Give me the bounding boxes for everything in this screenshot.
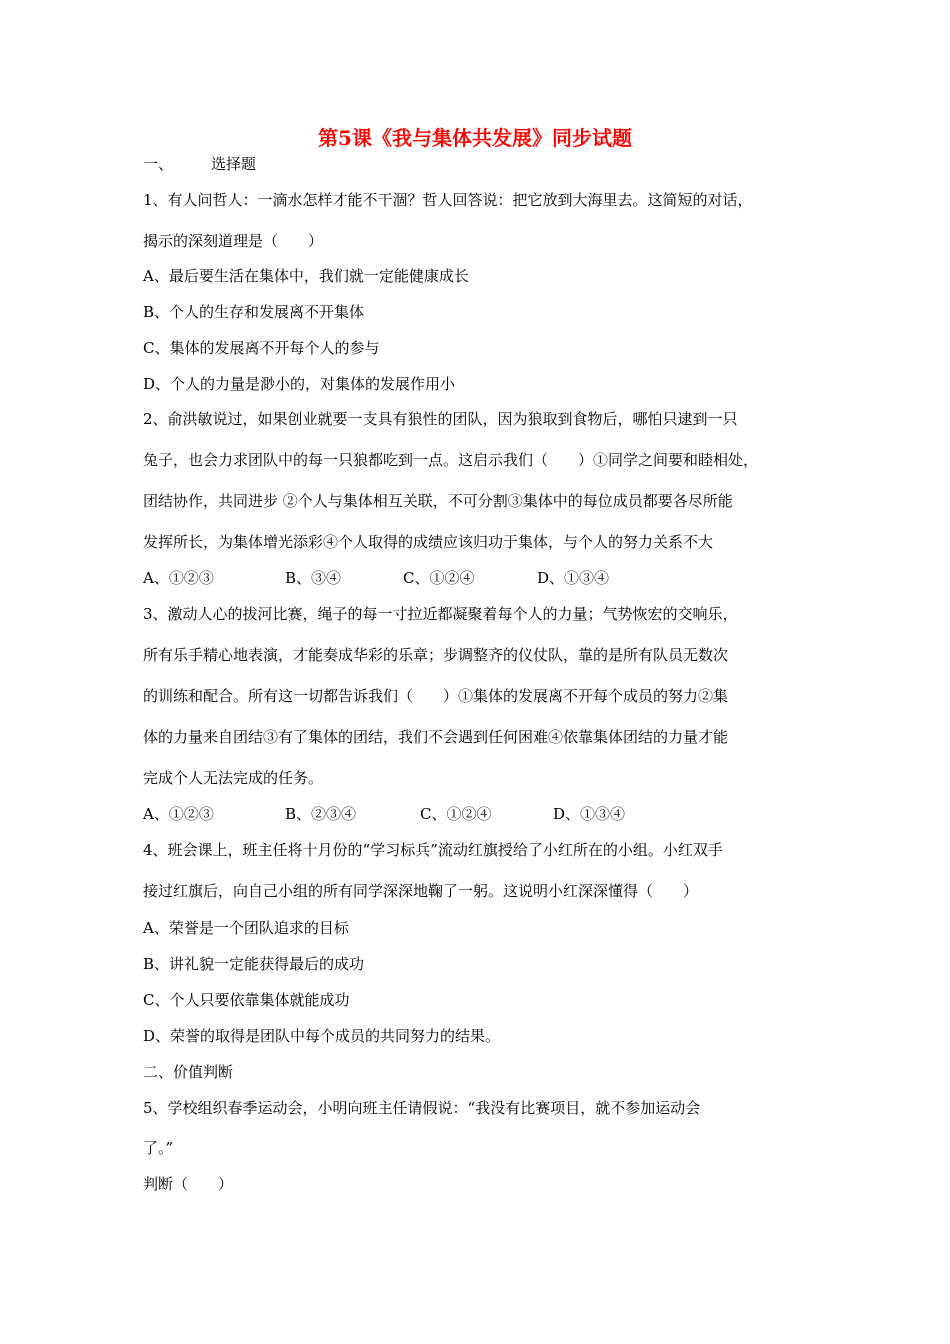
question-4-option-d: D、荣誉的取得是团队中每个成员的共同努力的结果。 <box>143 1027 501 1045</box>
question-4-option-c: C、个人只要依靠集体就能成功 <box>143 991 350 1009</box>
question-4-option-b: B、讲礼貌一定能获得最后的成功 <box>143 955 365 973</box>
section-label: 选择题 <box>211 155 257 173</box>
question-2-options <box>143 568 823 588</box>
question-2-line-1: 2、俞洪敏说过，如果创业就要一支具有狼性的团队，因为狼取到食物后，哪怕只逮到一只 <box>143 410 738 428</box>
question-2-line-4: 发挥所长，为集体增光添彩④个人取得的成绩应该归功于集体，与个人的努力关系不大 <box>143 533 714 551</box>
question-3-option-d: D、①③④ <box>553 805 626 823</box>
question-1-line-1: 1、有人问哲人：一滴水怎样才能不干涸？哲人回答说：把它放到大海里去。这简短的对话， <box>143 191 753 209</box>
question-2-option-a: A、①②③ <box>143 569 214 587</box>
question-2-option-d: D、①③④ <box>537 569 610 587</box>
question-3-line-2: 所有乐手精心地表演，才能奏成华彩的乐章；步调整齐的仪仗队，靠的是所有队员无数次 <box>143 646 729 664</box>
question-2-line-3: 团结协作，共同进步 ②个人与集体相互关联，不可分割③集体中的每位成员都要各尽所能 <box>143 492 733 510</box>
section-heading-choice <box>143 154 256 174</box>
question-1-option-b: B、个人的生存和发展离不开集体 <box>143 303 365 321</box>
section-heading-judgment: 二、价值判断 <box>143 1063 234 1081</box>
question-4-line-2: 接过红旗后，向自己小组的所有同学深深地鞠了一躬。这说明小红深深懂得（ ） <box>143 882 699 900</box>
question-1-option-c: C、集体的发展离不开每个人的参与 <box>143 339 380 357</box>
question-2-option-c: C、①②④ <box>403 569 475 587</box>
question-3-option-a: A、①②③ <box>143 805 214 823</box>
question-3-options <box>143 804 823 824</box>
question-3-line-4: 体的力量来自团结③有了集体的团结，我们不会遇到任何困难④依靠集体团结的力量才能 <box>143 728 729 746</box>
section-number: 一、 <box>143 155 174 173</box>
question-3-option-b: B、②③④ <box>285 805 357 823</box>
question-5-line-2: 了。” <box>143 1139 174 1157</box>
question-4-line-1: 4、班会课上，班主任将十月份的“学习标兵”流动红旗授给了小红所在的小组。小红双手 <box>143 841 723 859</box>
question-3-line-1: 3、激动人心的拔河比赛，绳子的每一寸拉近都凝聚着每个人的力量；气势恢宏的交响乐， <box>143 605 738 623</box>
question-2-option-b: B、③④ <box>285 569 342 587</box>
question-1-line-2: 揭示的深刻道理是（ ） <box>143 232 324 250</box>
question-5-line-1: 5、学校组织春季运动会，小明向班主任请假说：“我没有比赛项目，就不参加运动会 <box>143 1099 701 1117</box>
question-1-option-d: D、个人的力量是渺小的，对集体的发展作用小 <box>143 375 456 393</box>
question-4-option-a: A、荣誉是一个团队追求的目标 <box>143 919 349 937</box>
question-1-option-a: A、最后要生活在集体中，我们就一定能健康成长 <box>143 267 469 285</box>
question-3-option-c: C、①②④ <box>420 805 492 823</box>
question-3-line-3: 的训练和配合。所有这一切都告诉我们（ ）①集体的发展离不开每个成员的努力②集 <box>143 687 729 705</box>
question-2-line-2: 兔子，也会力求团队中的每一只狼都吃到一点。这启示我们（ ）①同学之间要和睦相处， <box>143 451 759 469</box>
page-title: 第5课《我与集体共发展》同步试题 <box>318 126 632 150</box>
question-5-judge: 判断（ ） <box>143 1175 234 1193</box>
question-3-line-5: 完成个人无法完成的任务。 <box>143 769 324 787</box>
